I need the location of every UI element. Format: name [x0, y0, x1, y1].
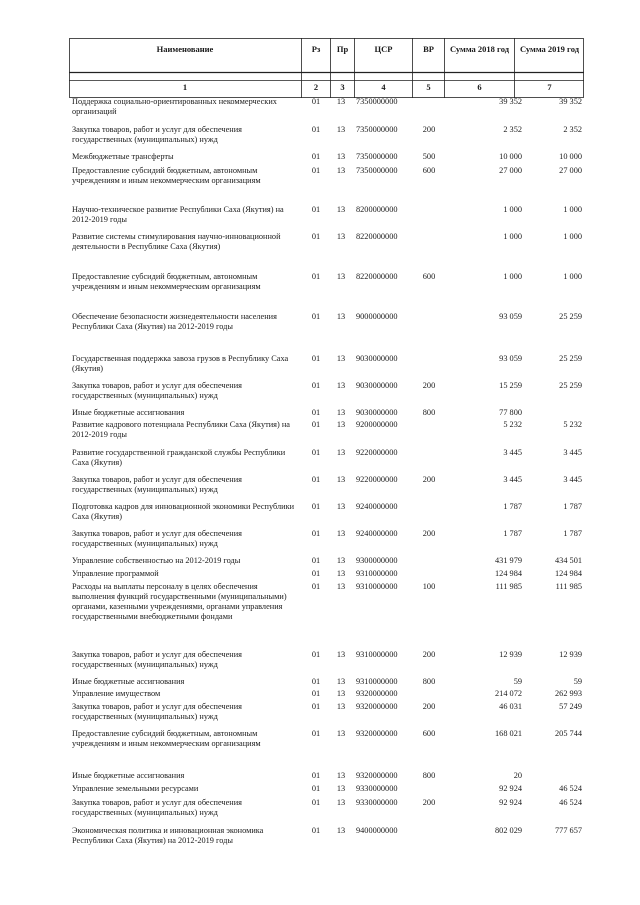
header-sum2018: Сумма 2018 год — [449, 44, 510, 54]
cell-rz: 01 — [311, 569, 321, 578]
cell-csr: 8220000000 — [356, 272, 398, 281]
cell-csr: 9310000000 — [356, 650, 398, 659]
cell-name: Межбюджетные трансферты — [72, 152, 174, 161]
cell-name: Предоставление субсидий бюджетным, автономным учреждениям и иным некоммерческим организациям — [72, 166, 261, 185]
cell-s19: 3 445 — [563, 475, 582, 484]
cell-rz: 01 — [311, 650, 321, 659]
cell-csr: 9240000000 — [356, 502, 398, 511]
header-number: 4 — [381, 82, 386, 92]
cell-s18: 3 445 — [503, 475, 522, 484]
cell-vr: 600 — [422, 272, 436, 281]
cell-name: Управление программой — [72, 569, 159, 578]
cell-rz: 01 — [311, 556, 321, 565]
cell-s18: 39 352 — [499, 97, 522, 106]
cell-csr: 9240000000 — [356, 529, 398, 538]
cell-vr: 200 — [422, 529, 436, 538]
cell-name: Иные бюджетные ассигнования — [72, 677, 185, 686]
cell-name: Предоставление субсидий бюджетным, автономным учреждениям и иным некоммерческим организациям — [72, 729, 261, 748]
cell-csr: 9330000000 — [356, 784, 398, 793]
cell-s19: 10 000 — [559, 152, 582, 161]
cell-pr: 13 — [336, 771, 346, 780]
cell-s18: 93 059 — [499, 312, 522, 321]
cell-rz: 01 — [311, 529, 321, 538]
cell-name: Закупка товаров, работ и услуг для обеспечения государственных (муниципальных) нужд — [72, 475, 242, 494]
cell-vr: 200 — [422, 125, 436, 134]
cell-rz: 01 — [311, 771, 321, 780]
cell-name: Управление собственностью на 2012-2019 годы — [72, 556, 241, 565]
cell-pr: 13 — [336, 702, 346, 711]
cell-pr: 13 — [336, 650, 346, 659]
header-sum2019: Сумма 2019 год — [519, 44, 580, 54]
cell-csr: 9310000000 — [356, 677, 398, 686]
cell-rz: 01 — [311, 354, 321, 363]
cell-rz: 01 — [311, 689, 321, 698]
cell-s19: 1 000 — [563, 272, 582, 281]
header-number: 7 — [547, 82, 552, 92]
cell-name: Развитие кадрового потенциала Республики Саха (Якутия) на 2012-2019 годы — [72, 420, 290, 439]
cell-s19: 1 787 — [563, 529, 582, 538]
cell-pr: 13 — [336, 97, 346, 106]
cell-rz: 01 — [311, 677, 321, 686]
cell-csr: 9400000000 — [356, 826, 398, 835]
cell-s19: 46 524 — [559, 784, 582, 793]
cell-s18: 12 939 — [499, 650, 522, 659]
cell-s18: 1 787 — [503, 529, 522, 538]
header-number: 3 — [340, 82, 345, 92]
cell-vr: 800 — [422, 677, 436, 686]
cell-name: Управление земельными ресурсами — [72, 784, 199, 793]
cell-pr: 13 — [336, 556, 346, 565]
cell-s18: 92 924 — [499, 798, 522, 807]
cell-s18: 214 072 — [495, 689, 522, 698]
cell-name: Обеспечение безопасности жизнедеятельности населения Республики Саха (Якутия) на 2012-2019 годы — [72, 312, 277, 331]
cell-s18: 111 985 — [495, 582, 522, 591]
cell-name: Поддержка социально-ориентированных некоммерческих организаций — [72, 97, 277, 116]
cell-rz: 01 — [311, 381, 321, 390]
cell-s19: 25 259 — [559, 312, 582, 321]
cell-pr: 13 — [336, 529, 346, 538]
cell-s19: 205 744 — [555, 729, 582, 738]
cell-name: Закупка товаров, работ и услуг для обеспечения государственных (муниципальных) нужд — [72, 381, 242, 400]
cell-s18: 3 445 — [503, 448, 522, 457]
cell-rz: 01 — [311, 702, 321, 711]
cell-pr: 13 — [336, 166, 346, 175]
cell-vr: 200 — [422, 381, 436, 390]
cell-name: Развитие государственной гражданской службы Республики Саха (Якутия) — [72, 448, 286, 467]
cell-pr: 13 — [336, 272, 346, 281]
cell-csr: 9030000000 — [356, 408, 398, 417]
cell-pr: 13 — [336, 569, 346, 578]
cell-name: Закупка товаров, работ и услуг для обеспечения государственных (муниципальных) нужд — [72, 702, 242, 721]
cell-s18: 15 259 — [499, 381, 522, 390]
cell-csr: 7350000000 — [356, 125, 398, 134]
cell-pr: 13 — [336, 729, 346, 738]
cell-rz: 01 — [311, 420, 321, 429]
cell-rz: 01 — [311, 826, 321, 835]
cell-name: Закупка товаров, работ и услуг для обеспечения государственных (муниципальных) нужд — [72, 798, 242, 817]
cell-rz: 01 — [311, 205, 321, 214]
cell-pr: 13 — [336, 354, 346, 363]
cell-rz: 01 — [311, 152, 321, 161]
cell-s18: 802 029 — [495, 826, 522, 835]
cell-name: Иные бюджетные ассигнования — [72, 771, 185, 780]
cell-csr: 7350000000 — [356, 97, 398, 106]
cell-name: Экономическая политика и инновационная экономика Республики Саха (Якутия) на 2012-2019 годы — [72, 826, 264, 845]
cell-csr: 7350000000 — [356, 152, 398, 161]
cell-csr: 7350000000 — [356, 166, 398, 175]
cell-s19: 1 000 — [563, 232, 582, 241]
cell-s18: 92 924 — [499, 784, 522, 793]
header-name: Наименование — [156, 44, 214, 54]
cell-s18: 1 000 — [503, 272, 522, 281]
header-rz: Рз — [311, 44, 321, 54]
cell-s18: 20 — [513, 771, 522, 780]
cell-pr: 13 — [336, 312, 346, 321]
cell-rz: 01 — [311, 784, 321, 793]
cell-s18: 1 000 — [503, 232, 522, 241]
cell-vr: 600 — [422, 729, 436, 738]
cell-name: Закупка товаров, работ и услуг для обеспечения государственных (муниципальных) нужд — [72, 529, 242, 548]
cell-vr: 500 — [422, 152, 436, 161]
cell-rz: 01 — [311, 232, 321, 241]
cell-s18: 1 000 — [503, 205, 522, 214]
cell-csr: 8220000000 — [356, 232, 398, 241]
cell-pr: 13 — [336, 408, 346, 417]
cell-pr: 13 — [336, 784, 346, 793]
cell-csr: 9330000000 — [356, 798, 398, 807]
cell-pr: 13 — [336, 502, 346, 511]
cell-s18: 59 — [513, 677, 522, 686]
cell-vr: 200 — [422, 798, 436, 807]
cell-s19: 111 985 — [555, 582, 582, 591]
cell-csr: 9300000000 — [356, 556, 398, 565]
cell-s19: 262 993 — [555, 689, 582, 698]
cell-s18: 10 000 — [499, 152, 522, 161]
cell-s18: 431 979 — [495, 556, 522, 565]
cell-s19: 27 000 — [559, 166, 582, 175]
cell-csr: 9310000000 — [356, 569, 398, 578]
cell-rz: 01 — [311, 97, 321, 106]
cell-s18: 5 232 — [503, 420, 522, 429]
cell-pr: 13 — [336, 798, 346, 807]
header-pr: Пр — [336, 44, 349, 54]
cell-s18: 77 800 — [499, 408, 522, 417]
cell-rz: 01 — [311, 798, 321, 807]
cell-name: Расходы на выплаты персоналу в целях обеспечения выполнения функций государственными (муниципальными) органами, казенными учреждениями, органами управления государственными внебюджетными фондами — [72, 582, 287, 621]
cell-name: Государственная поддержка завоза грузов в Республику Саха (Якутия) — [72, 354, 289, 373]
cell-name: Развитие системы стимулирования научно-инновационной деятельности в Республике Саха (Якутия) — [72, 232, 281, 251]
cell-name: Закупка товаров, работ и услуг для обеспечения государственных (муниципальных) нужд — [72, 125, 242, 144]
cell-rz: 01 — [311, 408, 321, 417]
cell-vr: 200 — [422, 650, 436, 659]
cell-s19: 1 787 — [563, 502, 582, 511]
cell-s18: 27 000 — [499, 166, 522, 175]
cell-s18: 168 021 — [495, 729, 522, 738]
cell-rz: 01 — [311, 502, 321, 511]
cell-vr: 800 — [422, 408, 436, 417]
cell-s19: 434 501 — [555, 556, 582, 565]
cell-pr: 13 — [336, 689, 346, 698]
cell-s19: 2 352 — [563, 125, 582, 134]
cell-name: Иные бюджетные ассигнования — [72, 408, 185, 417]
cell-csr: 9320000000 — [356, 689, 398, 698]
header-number: 6 — [477, 82, 482, 92]
cell-s19: 124 984 — [555, 569, 582, 578]
cell-csr: 9030000000 — [356, 354, 398, 363]
cell-vr: 600 — [422, 166, 436, 175]
cell-pr: 13 — [336, 582, 346, 591]
cell-rz: 01 — [311, 448, 321, 457]
header-vr: ВР — [423, 44, 434, 54]
cell-s19: 25 259 — [559, 381, 582, 390]
cell-name: Подготовка кадров для инновационной экономики Республики Саха (Якутия) — [72, 502, 295, 521]
cell-s18: 1 787 — [503, 502, 522, 511]
cell-s18: 124 984 — [495, 569, 522, 578]
header-number: 5 — [426, 82, 431, 92]
cell-name: Закупка товаров, работ и услуг для обеспечения государственных (муниципальных) нужд — [72, 650, 242, 669]
cell-s19: 777 657 — [555, 826, 582, 835]
cell-csr: 8200000000 — [356, 205, 398, 214]
cell-csr: 9310000000 — [356, 582, 398, 591]
cell-rz: 01 — [311, 582, 321, 591]
cell-pr: 13 — [336, 448, 346, 457]
cell-pr: 13 — [336, 381, 346, 390]
cell-name: Управление имуществом — [72, 689, 161, 698]
header-number: 2 — [313, 82, 319, 92]
cell-rz: 01 — [311, 166, 321, 175]
cell-pr: 13 — [336, 125, 346, 134]
cell-pr: 13 — [336, 677, 346, 686]
cell-vr: 200 — [422, 475, 436, 484]
cell-pr: 13 — [336, 826, 346, 835]
cell-name: Научно-техническое развитие Республики Саха (Якутия) на 2012-2019 годы — [72, 205, 284, 224]
cell-s19: 12 939 — [559, 650, 582, 659]
cell-csr: 9220000000 — [356, 475, 398, 484]
cell-pr: 13 — [336, 475, 346, 484]
cell-rz: 01 — [311, 272, 321, 281]
cell-s19: 5 232 — [563, 420, 582, 429]
header-csr: ЦСР — [374, 44, 393, 54]
cell-s19: 59 — [573, 677, 582, 686]
cell-s19: 1 000 — [563, 205, 582, 214]
cell-csr: 9000000000 — [356, 312, 398, 321]
cell-rz: 01 — [311, 312, 321, 321]
cell-pr: 13 — [336, 205, 346, 214]
cell-pr: 13 — [336, 232, 346, 241]
cell-csr: 9220000000 — [356, 448, 398, 457]
header-number: 1 — [182, 82, 188, 92]
cell-pr: 13 — [336, 152, 346, 161]
cell-s19: 3 445 — [563, 448, 582, 457]
cell-vr: 200 — [422, 702, 436, 711]
cell-rz: 01 — [311, 729, 321, 738]
cell-s18: 46 031 — [499, 702, 522, 711]
cell-s19: 46 524 — [559, 798, 582, 807]
cell-vr: 800 — [422, 771, 436, 780]
cell-s18: 93 059 — [499, 354, 522, 363]
cell-s19: 25 259 — [559, 354, 582, 363]
cell-name: Предоставление субсидий бюджетным, автономным учреждениям и иным некоммерческим организациям — [72, 272, 261, 291]
cell-rz: 01 — [311, 475, 321, 484]
cell-csr: 9320000000 — [356, 771, 398, 780]
cell-csr: 9320000000 — [356, 702, 398, 711]
cell-csr: 9200000000 — [356, 420, 398, 429]
cell-vr: 100 — [422, 582, 436, 591]
cell-s19: 57 249 — [559, 702, 582, 711]
cell-rz: 01 — [311, 125, 321, 134]
cell-pr: 13 — [336, 420, 346, 429]
cell-csr: 9030000000 — [356, 381, 398, 390]
cell-csr: 9320000000 — [356, 729, 398, 738]
cell-s18: 2 352 — [503, 125, 522, 134]
cell-s19: 39 352 — [559, 97, 582, 106]
